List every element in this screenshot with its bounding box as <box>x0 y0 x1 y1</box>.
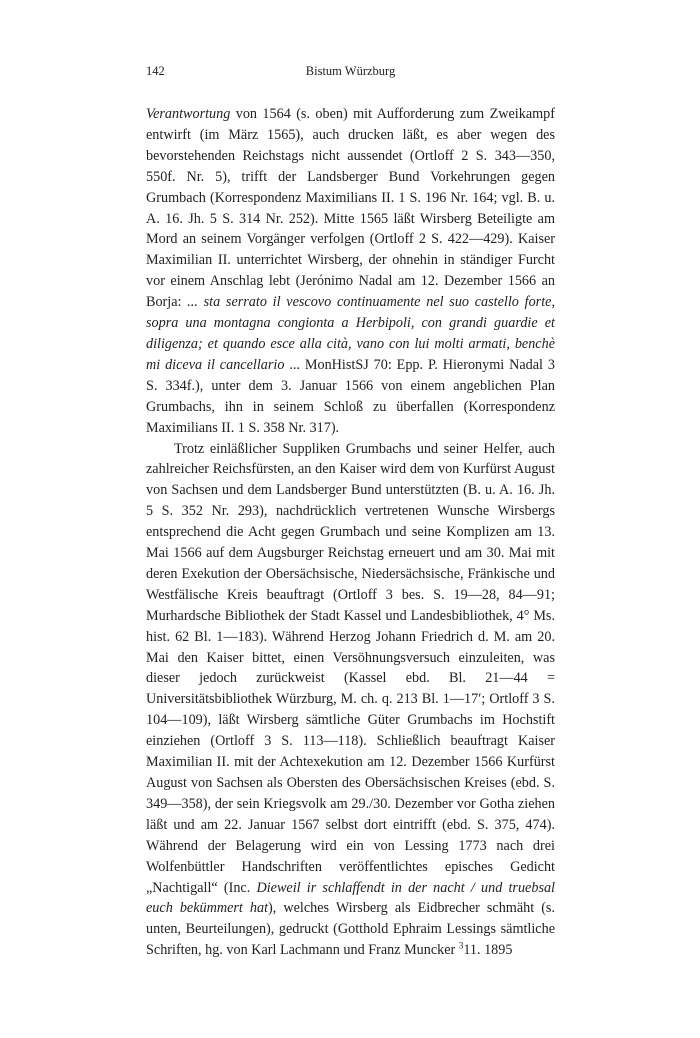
paragraph-2 <box>146 439 555 962</box>
text-run: von 1564 (s. oben) mit Aufforderung zum Zweikampf entwirft (im März 1565), auch drucken läßt, es aber wegen des bevorstehenden Reichstags nicht aussendet (Ortloff 2 S. 343—350, 550f. Nr. 5), trifft der Landsberger Bund Vorkehrungen gegen Grumbach (Korrespondenz Maximilians II. 1 S. 196 Nr. 164; vgl. B. u. A. 16. Jh. 5 S. 314 Nr. 252). Mitte 1565 läßt Wirsberg Beteiligte am Mord an seinem Vorgänger verfolgen (Ortloff 2 S. 422—429). Kaiser Maximilian II. unterrichtet Wirsberg, der ohnehin in ständiger Furcht vor einem Anschlag lebt (Jerónimo Nadal am 12. Dezember 1566 an Borja: <box>146 106 555 311</box>
text-run: ... MonHistSJ 70: Epp. P. Hieronymi Nadal 3 S. 334f.), unter dem 3. Januar 1566 von einem angeblichen Plan Grumbachs, ihn in seinem Schloß zu überfallen (Korrespondenz Maximilians II. 1 S. 358 Nr. 317). <box>146 356 555 436</box>
text-run: ), welches Wirsberg als Eidbrecher schmäht (s. unten, Beurteilungen), gedruckt (Gotthold Ephraim Lessings sämtliche Schriften, hg. von Karl Lachmann und Franz Muncker <box>146 900 555 959</box>
poem-incipit: Dieweil ir schlaffendt in der nacht / und truebsal euch bekümmert hat <box>146 879 555 917</box>
page-number: 142 <box>146 64 165 78</box>
italic-term: Verantwortung <box>146 106 231 122</box>
italian-quotation: ... sta serrato il vescovo continuamente nel suo castello forte, sopra una montagna congionta a Herbipoli, con grandi guardie et diligenza; et quando esce alla cità, vano con lui molti armati, benchè mi diceva il cancellario <box>146 294 555 373</box>
paragraph-1 <box>146 104 555 439</box>
running-title: Bistum Würzburg <box>305 64 396 78</box>
document-page <box>146 64 555 961</box>
running-header <box>146 64 555 86</box>
text-run: 11. 1895 <box>463 942 513 959</box>
edition-superscript: 3 <box>458 940 464 951</box>
text-run: Trotz einläßlicher Suppliken Grumbachs und seiner Helfer, auch zahlreicher Reichsfürsten, an den Kaiser wird dem von Kurfürst August von Sachsen und dem Landsberger Bund unterstützten (B. u. A. 16. Jh. 5 S. 352 Nr. 293), nachdrücklich vertretenen Wunsche Wirsbergs entsprechend die Acht gegen Grumbach und seine Komplizen am 13. Mai 1566 auf dem Augsburger Reichstag erneuert und am 30. Mai mit deren Exekution der Obersächsische, Niedersächsische, Fränkische und Westfälische Kreis beauftragt (Ortloff 3 bes. S. 19—28, 84—91; Murhardsche Bibliothek der Stadt Kassel und Landesbibliothek, 4° Ms. hist. 62 Bl. 1—183). Während Herzog Johann Friedrich d. M. am 20. Mai den Kaiser bittet, einen Versöhnungsversuch einzuleiten, was dieser jedoch zurückweist (Kassel ebd. Bl. 21—44 = Universitätsbibliothek Würzburg, M. ch. q. 213 Bl. 1—17′; Ortloff 3 S. 104—109), läßt Wirsberg sämtliche Güter Grumbachs im Hochstift einziehen (Ortloff 3 S. 113—118). Schließlich beauftragt Kaiser Maximilian II. mit der Achtexekution am 12. Dezember 1566 Kurfürst August von Sachsen als Obersten des Obersächsischen Kreises (ebd. S. 349—358), der sein Kriegsvolk am 29./30. Dezember vor Gotha ziehen läßt und am 22. Januar 1567 selbst dort eintrifft (ebd. S. 375, 474). Während der Belagerung wird ein von Lessing 1773 nach drei Wolfenbüttler Handschriften veröffentlichtes episches Gedicht „Nachtigall“ (Inc. <box>146 440 555 896</box>
